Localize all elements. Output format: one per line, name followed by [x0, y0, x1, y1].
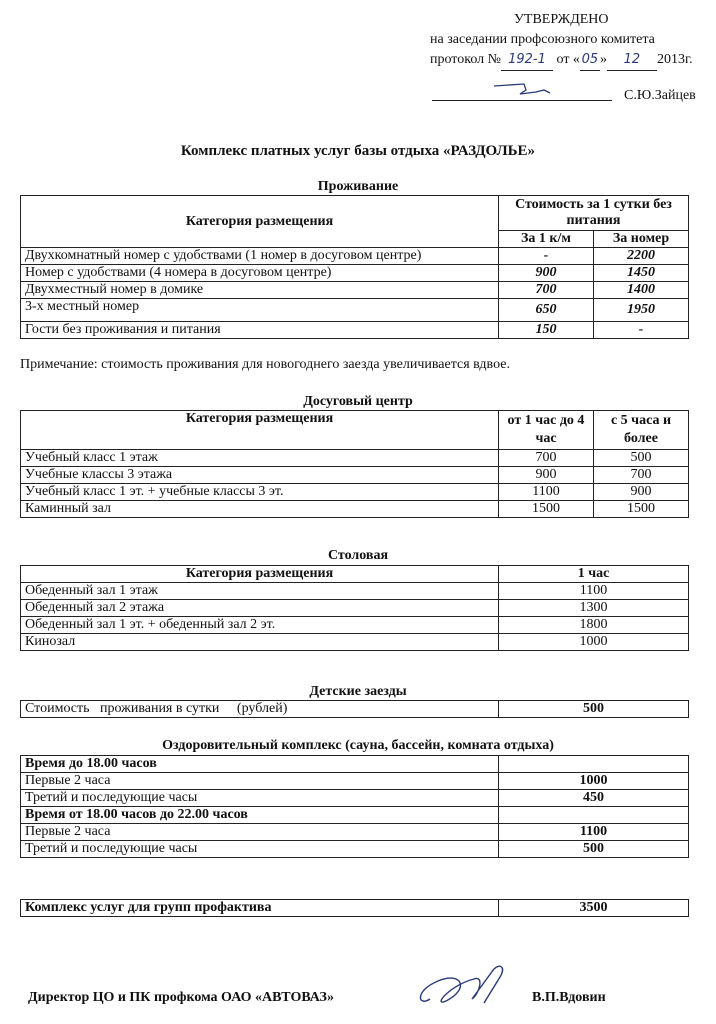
protocol-day: 05: [580, 50, 600, 71]
col-1-4-hours: от 1 час до 4 час: [499, 411, 594, 450]
col-cost: Стоимость за 1 сутки без питания: [499, 196, 689, 231]
table-row: Обеденный зал 2 этажа 1300: [21, 600, 689, 617]
document-title: Комплекс платных услуг базы отдыха «РАЗДОЛЬЕ»: [180, 143, 536, 159]
col-5-plus-hours: с 5 часа и более: [594, 411, 689, 450]
approval-committee: на заседании профсоюзного комитета: [430, 32, 655, 47]
leisure-table: [20, 410, 689, 518]
table-row: 3-х местный номер 650 1950: [21, 299, 689, 322]
table-row: Каминный зал 1500 1500: [21, 501, 689, 518]
footer-name: В.П.Вдовин: [532, 990, 606, 1005]
approval-signature: [432, 78, 612, 100]
section-title-health: Оздоровительный комплекс (сауна, бассейн, комната отдыха): [162, 738, 554, 753]
approval-signer: С.Ю.Зайцев: [624, 88, 696, 103]
section-title-kids: Детские заезды: [309, 684, 407, 699]
col-category: Категория размещения: [21, 411, 499, 450]
table-row: Первые 2 часа 1000: [21, 773, 689, 790]
section-title-accommodation: Проживание: [317, 179, 399, 194]
health-table: [20, 755, 689, 858]
protocol-month: 12: [607, 50, 657, 71]
approval-heading: УТВЕРЖДЕНО: [514, 12, 609, 27]
activist-table: [20, 899, 689, 917]
approval-block: [430, 10, 710, 71]
accommodation-table: [20, 195, 689, 339]
kids-table: [20, 700, 689, 718]
section-title-leisure: Досуговый центр: [303, 394, 413, 409]
table-row: Обеденный зал 1 эт. + обеденный зал 2 эт. 1800: [21, 617, 689, 634]
approval-signature-line: [432, 78, 612, 101]
table-row: Номер с удобствами (4 номера в досуговом центре) 900 1450: [21, 265, 689, 282]
col-per-bed: За 1 к/м: [499, 231, 594, 248]
footer-position: Директор ЦО и ПК профкома ОАО «АВТОВАЗ»: [28, 990, 334, 1005]
col-category: Категория размещения: [21, 196, 499, 248]
table-row: Кинозал 1000: [21, 634, 689, 651]
director-signature: [410, 955, 530, 1022]
table-row: Время от 18.00 часов до 22.00 часов: [21, 807, 689, 824]
accommodation-note: Примечание: стоимость проживания для новогоднего заезда увеличивается вдвое.: [20, 357, 510, 372]
table-row: Двухкомнатный номер с удобствами (1 номер в досуговом центре) - 2200: [21, 248, 689, 265]
protocol-year: 2013г.: [656, 52, 693, 67]
table-row: Учебный класс 1 этаж 700 500: [21, 450, 689, 467]
protocol-number: 192-1: [501, 50, 553, 71]
table-row: Двухместный номер в домике 700 1400: [21, 282, 689, 299]
canteen-table: [20, 565, 689, 651]
table-row: Третий и последующие часы 500: [21, 841, 689, 858]
col-category: Категория размещения: [21, 566, 499, 583]
table-row: Обеденный зал 1 этаж 1100: [21, 583, 689, 600]
table-row: Учебные классы 3 этажа 900 700: [21, 467, 689, 484]
table-row: Учебный класс 1 эт. + учебные классы 3 эт. 1100 900: [21, 484, 689, 501]
table-row: Первые 2 часа 1100: [21, 824, 689, 841]
table-row: Комплекс услуг для групп профактива 3500: [21, 900, 689, 917]
table-row: Время до 18.00 часов: [21, 756, 689, 773]
approval-protocol: протокол № 192-1 от « 05 » 12 2013г.: [430, 50, 710, 71]
col-1-hour: 1 час: [499, 566, 689, 583]
table-row: Третий и последующие часы 450: [21, 790, 689, 807]
table-row: Гости без проживания и питания 150 -: [21, 322, 689, 339]
col-per-room: За номер: [594, 231, 689, 248]
table-row: Стоимость проживания в сутки (рублей) 500: [21, 701, 689, 718]
section-title-canteen: Столовая: [327, 548, 389, 563]
